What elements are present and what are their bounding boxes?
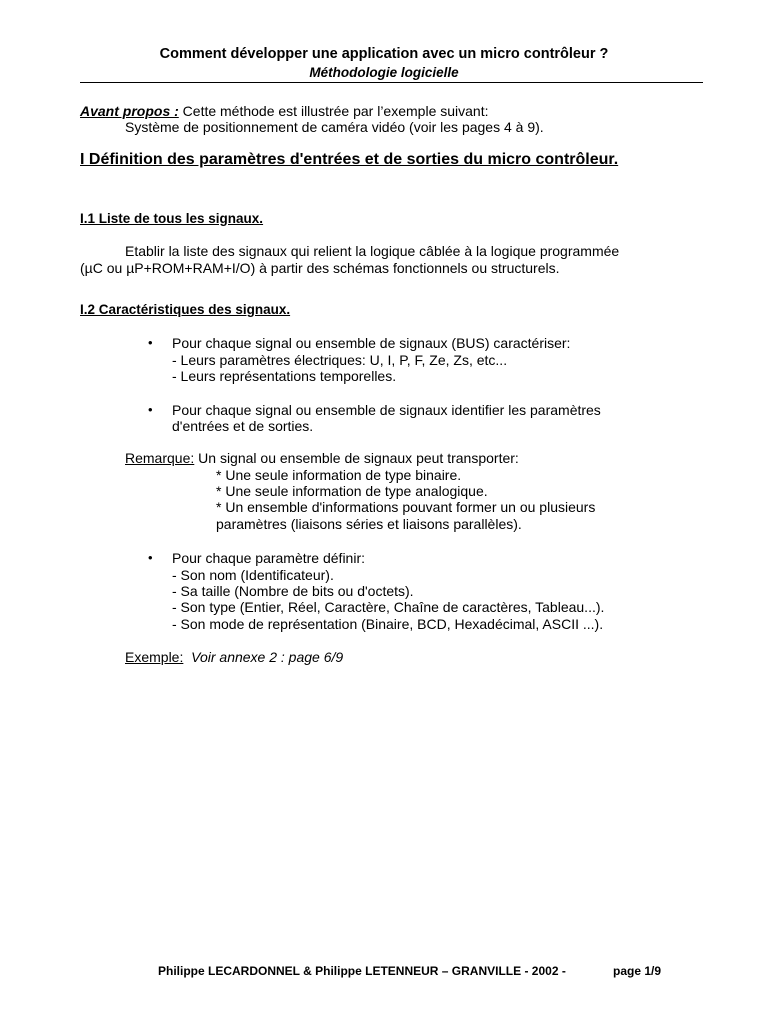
bullet-icon: • <box>148 335 153 350</box>
remark-label: Remarque: <box>125 450 195 466</box>
header-rule <box>80 82 703 83</box>
bullet-text: - Leurs paramètres électriques: U, I, P, F, Ze, Zs, etc... <box>172 352 508 368</box>
remark-line <box>125 450 519 466</box>
remark-item: paramètres (liaisons séries et liaisons parallèles). <box>216 516 522 532</box>
footer-page-number: page 1/9 <box>613 964 662 978</box>
foreword-line <box>80 103 489 119</box>
bullet-text: Pour chaque signal ou ensemble de signaux identifier les paramètres <box>172 402 601 418</box>
example-text: Voir annexe 2 : page 6/9 <box>191 649 344 665</box>
remark-text: Un signal ou ensemble de signaux peut transporter: <box>194 450 519 466</box>
document-title: Comment développer une application avec un micro contrôleur ? <box>159 46 609 62</box>
bullet-text: d'entrées et de sorties. <box>172 418 314 434</box>
bullet-icon: • <box>148 402 153 417</box>
bullet-text: - Leurs représentations temporelles. <box>172 368 397 384</box>
foreword-example: Système de positionnement de caméra vidéo (voir les pages 4 à 9). <box>125 119 544 135</box>
foreword-text: Cette méthode est illustrée par l’exemple suivant: <box>178 103 489 119</box>
bullet-text: - Sa taille (Nombre de bits ou d'octets). <box>172 583 414 599</box>
remark-item: * Une seule information de type binaire. <box>216 467 462 483</box>
remark-item: * Une seule information de type analogique. <box>216 483 488 499</box>
section-heading: I Définition des paramètres d'entrées et de sorties du micro contrôleur. <box>80 151 619 168</box>
paragraph-line: (µC ou µP+ROM+RAM+I/O) à partir des schémas fonctionnels ou structurels. <box>80 260 560 276</box>
example-line <box>125 649 343 665</box>
remark-item: * Un ensemble d'informations pouvant former un ou plusieurs <box>216 499 596 515</box>
subsection-heading-1: I.1 Liste de tous les signaux. <box>80 211 264 226</box>
bullet-text: Pour chaque signal ou ensemble de signaux (BUS) caractériser: <box>172 335 571 351</box>
bullet-icon: • <box>148 550 153 565</box>
paragraph-line: Etablir la liste des signaux qui relient la logique câblée à la logique programmée <box>125 243 620 259</box>
footer-authors: Philippe LECARDONNEL & Philippe LETENNEUR – GRANVILLE - 2002 - <box>158 964 566 978</box>
bullet-text: - Son type (Entier, Réel, Caractère, Chaîne de caractères, Tableau...). <box>172 599 605 615</box>
document-subtitle: Méthodologie logicielle <box>309 65 459 80</box>
bullet-text: - Son nom (Identificateur). <box>172 567 334 583</box>
foreword-label: Avant propos : <box>80 103 179 119</box>
example-label: Exemple: <box>125 649 184 665</box>
bullet-text: Pour chaque paramètre définir: <box>172 550 365 566</box>
bullet-text: - Son mode de représentation (Binaire, BCD, Hexadécimal, ASCII ...). <box>172 616 604 632</box>
subsection-heading-2: I.2 Caractéristiques des signaux. <box>80 302 291 317</box>
